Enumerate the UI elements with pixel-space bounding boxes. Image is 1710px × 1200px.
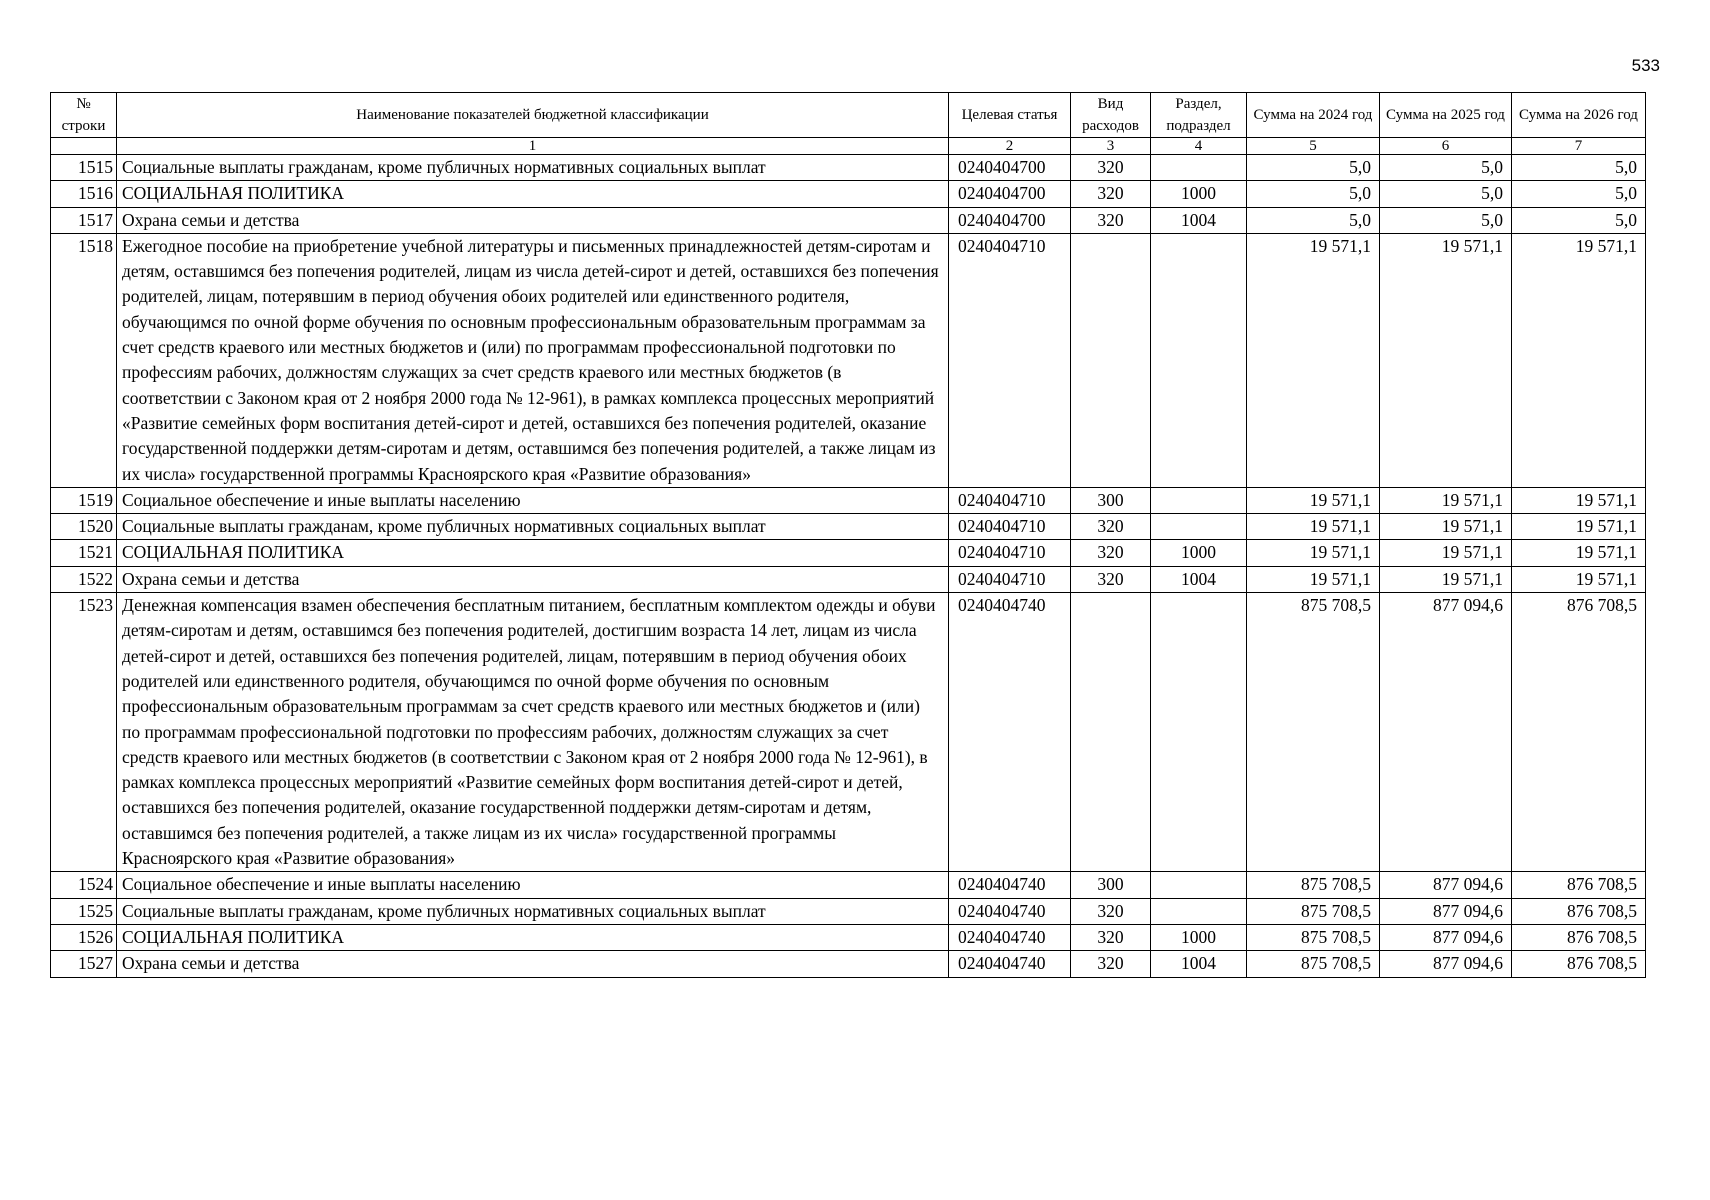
table-row xyxy=(51,487,1646,513)
row-section: 1000 xyxy=(1151,181,1247,207)
budget-table xyxy=(50,92,1646,978)
row-section: 1000 xyxy=(1151,924,1247,950)
row-target-article: 0240404740 xyxy=(949,872,1071,898)
row-expense-type xyxy=(1071,593,1151,872)
header-name: Наименование показателей бюджетной классификации xyxy=(117,93,949,138)
row-sum-2025: 877 094,6 xyxy=(1380,898,1512,924)
row-sum-2026: 876 708,5 xyxy=(1512,898,1646,924)
row-section: 1004 xyxy=(1151,951,1247,977)
row-number: 1521 xyxy=(51,540,117,566)
row-name: Охрана семьи и детства xyxy=(117,951,949,977)
row-sum-2024: 5,0 xyxy=(1247,207,1380,233)
row-expense-type: 300 xyxy=(1071,872,1151,898)
row-number: 1519 xyxy=(51,487,117,513)
row-sum-2024: 19 571,1 xyxy=(1247,487,1380,513)
row-target-article: 0240404700 xyxy=(949,155,1071,181)
row-name: Социальное обеспечение и иные выплаты населению xyxy=(117,872,949,898)
row-sum-2026: 19 571,1 xyxy=(1512,540,1646,566)
table-row xyxy=(51,566,1646,592)
row-number: 1525 xyxy=(51,898,117,924)
row-sum-2025: 5,0 xyxy=(1380,207,1512,233)
row-sum-2026: 19 571,1 xyxy=(1512,233,1646,487)
row-sum-2025: 877 094,6 xyxy=(1380,951,1512,977)
column-index xyxy=(51,138,117,155)
row-section xyxy=(1151,514,1247,540)
row-sum-2026: 19 571,1 xyxy=(1512,514,1646,540)
row-sum-2024: 19 571,1 xyxy=(1247,514,1380,540)
row-expense-type: 320 xyxy=(1071,181,1151,207)
column-index: 4 xyxy=(1151,138,1247,155)
row-target-article: 0240404710 xyxy=(949,233,1071,487)
row-number: 1523 xyxy=(51,593,117,872)
row-sum-2026: 876 708,5 xyxy=(1512,872,1646,898)
row-number: 1517 xyxy=(51,207,117,233)
row-expense-type: 320 xyxy=(1071,155,1151,181)
row-sum-2024: 5,0 xyxy=(1247,181,1380,207)
header-sum-2025: Сумма на 2025 год xyxy=(1380,93,1512,138)
row-expense-type: 320 xyxy=(1071,514,1151,540)
row-name: СОЦИАЛЬНАЯ ПОЛИТИКА xyxy=(117,924,949,950)
row-target-article: 0240404710 xyxy=(949,514,1071,540)
row-target-article: 0240404710 xyxy=(949,566,1071,592)
row-target-article: 0240404700 xyxy=(949,207,1071,233)
row-sum-2024: 875 708,5 xyxy=(1247,924,1380,950)
row-sum-2025: 5,0 xyxy=(1380,155,1512,181)
header-target-article: Целевая статья xyxy=(949,93,1071,138)
row-expense-type: 320 xyxy=(1071,566,1151,592)
table-row xyxy=(51,514,1646,540)
table-row xyxy=(51,872,1646,898)
header-row-number: № строки xyxy=(51,93,117,138)
row-name: Социальные выплаты гражданам, кроме публичных нормативных социальных выплат xyxy=(117,898,949,924)
row-target-article: 0240404700 xyxy=(949,181,1071,207)
column-index: 7 xyxy=(1512,138,1646,155)
row-sum-2026: 19 571,1 xyxy=(1512,487,1646,513)
row-name: Денежная компенсация взамен обеспечения бесплатным питанием, бесплатным комплектом одежды и обуви детям-сиротам и детям, оставшимся без попечения родителей, достигшим возраста 14 лет, лицам из числа детей-сирот и детей, оставшихся без попечения родителей, лицам, потерявшим в период обучения обоих родителей или единственного родителя, обучающимся по очной форме обучения по основным профессиональным образовательным программам за счет средств краевого или местных бюджетов и (или) по программам профессиональной подготовки по профессиям рабочих, должностям служащих за счет средств краевого или местных бюджетов (в соответствии с Законом края от 2 ноября 2000 года № 12-961), в рамках комплекса процессных мероприятий «Развитие семейных форм воспитания детей-сирот и детей, оставшихся без попечения родителей, оказание государственной поддержки детям-сиротам и детям, оставшимся без попечения родителей, а также лицам из их числа» государственной программы Красноярского края «Развитие образования» xyxy=(117,593,949,872)
row-name: Охрана семьи и детства xyxy=(117,566,949,592)
column-index: 5 xyxy=(1247,138,1380,155)
row-expense-type: 320 xyxy=(1071,540,1151,566)
row-section xyxy=(1151,872,1247,898)
row-sum-2025: 5,0 xyxy=(1380,181,1512,207)
row-target-article: 0240404740 xyxy=(949,898,1071,924)
row-name: Социальные выплаты гражданам, кроме публичных нормативных социальных выплат xyxy=(117,155,949,181)
row-section xyxy=(1151,233,1247,487)
row-sum-2025: 877 094,6 xyxy=(1380,924,1512,950)
row-name: Охрана семьи и детства xyxy=(117,207,949,233)
row-sum-2024: 875 708,5 xyxy=(1247,593,1380,872)
row-sum-2026: 876 708,5 xyxy=(1512,924,1646,950)
row-sum-2026: 5,0 xyxy=(1512,155,1646,181)
header-row xyxy=(51,93,1646,138)
row-sum-2024: 19 571,1 xyxy=(1247,540,1380,566)
column-index: 1 xyxy=(117,138,949,155)
row-sum-2024: 19 571,1 xyxy=(1247,566,1380,592)
row-expense-type: 320 xyxy=(1071,207,1151,233)
row-section xyxy=(1151,593,1247,872)
row-number: 1526 xyxy=(51,924,117,950)
row-section: 1000 xyxy=(1151,540,1247,566)
row-sum-2024: 19 571,1 xyxy=(1247,233,1380,487)
row-target-article: 0240404740 xyxy=(949,951,1071,977)
row-number: 1520 xyxy=(51,514,117,540)
column-index-row xyxy=(51,138,1646,155)
row-name: Ежегодное пособие на приобретение учебной литературы и письменных принадлежностей детям-сиротам и детям, оставшимся без попечения родителей, лицам из числа детей-сирот и детей, оставшихся без попечения родителей, лицам, потерявшим в период обучения обоих родителей или единственного родителя, обучающимся по очной форме обучения по основным профессиональным образовательным программам за счет средств краевого или местных бюджетов и (или) по программам профессиональной подготовки по профессиям рабочих, должностям служащих за счет средств краевого или местных бюджетов (в соответствии с Законом края от 2 ноября 2000 года № 12-961), в рамках комплекса процессных мероприятий «Развитие семейных форм воспитания детей-сирот и детей, оставшихся без попечения родителей, оказание государственной поддержки детям-сиротам и детям, оставшимся без попечения родителей, а также лицам из их числа» государственной программы Красноярского края «Развитие образования» xyxy=(117,233,949,487)
row-name: Социальные выплаты гражданам, кроме публичных нормативных социальных выплат xyxy=(117,514,949,540)
row-sum-2025: 877 094,6 xyxy=(1380,872,1512,898)
row-sum-2026: 876 708,5 xyxy=(1512,951,1646,977)
column-index: 3 xyxy=(1071,138,1151,155)
row-section xyxy=(1151,487,1247,513)
row-sum-2026: 19 571,1 xyxy=(1512,566,1646,592)
row-expense-type: 320 xyxy=(1071,951,1151,977)
page-number: 533 xyxy=(1631,56,1660,75)
row-sum-2025: 877 094,6 xyxy=(1380,593,1512,872)
column-index: 6 xyxy=(1380,138,1512,155)
row-sum-2024: 875 708,5 xyxy=(1247,951,1380,977)
row-number: 1522 xyxy=(51,566,117,592)
row-expense-type: 320 xyxy=(1071,924,1151,950)
table-row xyxy=(51,233,1646,487)
header-expense-type: Вид расходов xyxy=(1071,93,1151,138)
row-target-article: 0240404740 xyxy=(949,924,1071,950)
header-sum-2024: Сумма на 2024 год xyxy=(1247,93,1380,138)
row-sum-2025: 19 571,1 xyxy=(1380,233,1512,487)
row-sum-2025: 19 571,1 xyxy=(1380,540,1512,566)
row-name: Социальное обеспечение и иные выплаты населению xyxy=(117,487,949,513)
table-row xyxy=(51,207,1646,233)
row-number: 1515 xyxy=(51,155,117,181)
row-section: 1004 xyxy=(1151,207,1247,233)
row-number: 1518 xyxy=(51,233,117,487)
row-section xyxy=(1151,898,1247,924)
row-sum-2024: 875 708,5 xyxy=(1247,872,1380,898)
row-sum-2026: 876 708,5 xyxy=(1512,593,1646,872)
table-row xyxy=(51,924,1646,950)
row-target-article: 0240404710 xyxy=(949,487,1071,513)
row-name: СОЦИАЛЬНАЯ ПОЛИТИКА xyxy=(117,181,949,207)
row-expense-type xyxy=(1071,233,1151,487)
row-section xyxy=(1151,155,1247,181)
row-sum-2025: 19 571,1 xyxy=(1380,487,1512,513)
row-number: 1527 xyxy=(51,951,117,977)
row-sum-2024: 5,0 xyxy=(1247,155,1380,181)
row-sum-2025: 19 571,1 xyxy=(1380,514,1512,540)
table-row xyxy=(51,540,1646,566)
row-number: 1524 xyxy=(51,872,117,898)
table-row xyxy=(51,593,1646,872)
row-section: 1004 xyxy=(1151,566,1247,592)
table-row xyxy=(51,898,1646,924)
table-row xyxy=(51,181,1646,207)
column-index: 2 xyxy=(949,138,1071,155)
row-target-article: 0240404710 xyxy=(949,540,1071,566)
header-sum-2026: Сумма на 2026 год xyxy=(1512,93,1646,138)
row-sum-2026: 5,0 xyxy=(1512,207,1646,233)
row-expense-type: 300 xyxy=(1071,487,1151,513)
row-target-article: 0240404740 xyxy=(949,593,1071,872)
row-sum-2026: 5,0 xyxy=(1512,181,1646,207)
row-expense-type: 320 xyxy=(1071,898,1151,924)
row-name: СОЦИАЛЬНАЯ ПОЛИТИКА xyxy=(117,540,949,566)
header-section: Раздел, подраздел xyxy=(1151,93,1247,138)
row-sum-2025: 19 571,1 xyxy=(1380,566,1512,592)
row-number: 1516 xyxy=(51,181,117,207)
table-row xyxy=(51,951,1646,977)
table-row xyxy=(51,155,1646,181)
row-sum-2024: 875 708,5 xyxy=(1247,898,1380,924)
